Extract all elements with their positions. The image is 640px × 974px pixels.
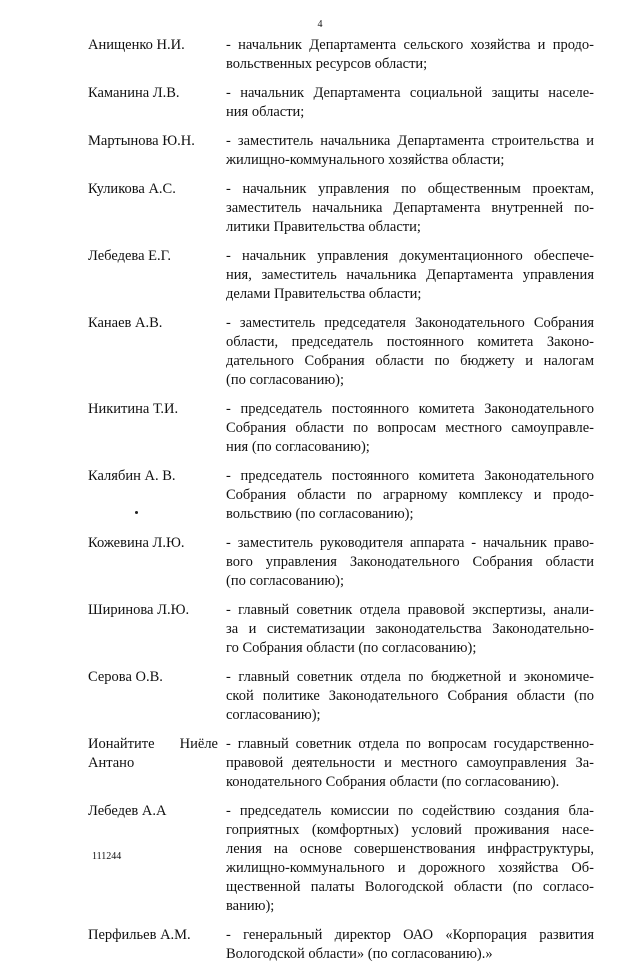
member-name-part: Ионайтите: [88, 736, 155, 752]
member-position: [226, 926, 594, 964]
member-row: [0, 926, 640, 964]
position-line: - заместитель председателя Законодательного Собрания: [226, 315, 594, 331]
position-line: ния области;: [226, 104, 305, 120]
position-line: дательного Собрания области по бюджету и налогам: [226, 353, 594, 369]
member-name: Мартынова Ю.Н.: [88, 133, 195, 149]
member-position: [226, 400, 594, 457]
member-position: [226, 802, 594, 916]
member-name: Лебедев А.А: [88, 803, 167, 819]
position-line: делами Правительства области;: [226, 286, 422, 302]
position-line: - главный советник отдела по вопросам государственно-: [226, 736, 594, 752]
member-name-part: Антано: [88, 755, 135, 771]
position-line: за и систематизации законодательства Законодательно-: [226, 621, 594, 637]
position-line: (по согласованию);: [226, 372, 345, 388]
position-line: гоприятных (комфортных) условий проживания насе-: [226, 822, 594, 838]
position-line: ванию);: [226, 898, 275, 914]
position-line: - председатель постоянного комитета Законодательного: [226, 468, 594, 484]
member-name: Ширинова Л.Ю.: [88, 602, 190, 618]
member-row: [0, 735, 640, 792]
member-position: [226, 36, 594, 74]
member-position: [226, 84, 594, 122]
member-row: [0, 668, 640, 725]
member-row: [0, 314, 640, 390]
member-row: [0, 400, 640, 457]
position-line: - заместитель руководителя аппарата - начальник право-: [226, 535, 594, 551]
position-line: - председатель постоянного комитета Законодательного: [226, 401, 594, 417]
document-code: 111244: [92, 851, 122, 862]
position-line: правовой деятельности и местного самоуправления За-: [226, 755, 594, 771]
member-name: Кожевина Л.Ю.: [88, 535, 185, 551]
position-line: области, председатель постоянного комитета Законо-: [226, 334, 594, 350]
position-line: - председатель комиссии по содействию создания бла-: [226, 803, 594, 819]
member-row: [0, 247, 640, 304]
page-number: 4: [317, 19, 323, 30]
member-name: Никитина Т.И.: [88, 401, 179, 417]
member-name: Канаев А.В.: [88, 315, 163, 331]
member-row: [0, 467, 640, 524]
position-line: вольствию (по согласованию);: [226, 506, 414, 522]
member-position: [226, 601, 594, 658]
member-name-part: Ниёле: [179, 736, 218, 752]
position-line: вольственных ресурсов области;: [226, 56, 428, 72]
member-name: Лебедева Е.Г.: [88, 248, 171, 264]
member-row: [0, 132, 640, 170]
position-line: - начальник Департамента сельского хозяйства и продо-: [226, 37, 594, 53]
member-position: [226, 735, 594, 792]
member-name: [88, 735, 218, 792]
position-line: Собрания области по вопросам местного самоуправле-: [226, 420, 594, 436]
position-line: - главный советник отдела по бюджетной и экономиче-: [226, 669, 594, 685]
position-line: (по согласованию);: [226, 573, 345, 589]
position-line: жилищно-коммунального и дорожного хозяйства Об-: [226, 860, 594, 876]
member-name-line: [88, 735, 218, 754]
position-line: Собрания области по аграрному комплексу и продо-: [226, 487, 594, 503]
position-line: жилищно-коммунального хозяйства области;: [226, 152, 505, 168]
position-line: Вологодской области» (по согласованию).»: [226, 946, 493, 962]
position-line: - генеральный директор ОАО «Корпорация развития: [226, 927, 594, 943]
member-position: [226, 314, 594, 390]
position-line: ления на основе совершенствования инфраструктуры,: [226, 841, 594, 857]
position-line: - заместитель начальника Департамента строительства и: [226, 133, 594, 149]
member-position: [226, 668, 594, 725]
member-name: Каманина Л.В.: [88, 85, 180, 101]
position-line: - главный советник отдела правовой экспертизы, анали-: [226, 602, 594, 618]
member-position: [226, 180, 594, 237]
position-line: конодательного Собрания области (по согласованию).: [226, 774, 560, 790]
position-line: ния (по согласованию);: [226, 439, 370, 455]
position-line: литики Правительства области;: [226, 219, 421, 235]
stray-dot-mark: [135, 511, 138, 514]
member-row: [0, 534, 640, 591]
member-row: [0, 84, 640, 122]
member-position: [226, 247, 594, 304]
position-line: вого управления Законодательного Собрания области: [226, 554, 594, 570]
position-line: ния, заместитель начальника Департамента управления: [226, 267, 594, 283]
member-name: Перфильев А.М.: [88, 927, 191, 943]
position-line: - начальник управления документационного обеспече-: [226, 248, 594, 264]
position-line: согласованию);: [226, 707, 321, 723]
position-line: - начальник Департамента социальной защиты населе-: [226, 85, 594, 101]
member-name: Калябин А. В.: [88, 468, 176, 484]
member-position: [226, 132, 594, 170]
member-name: Куликова А.С.: [88, 181, 176, 197]
member-row: [0, 180, 640, 237]
member-position: [226, 467, 594, 524]
position-line: щественной палаты Вологодской области (по согласо-: [226, 879, 594, 895]
committee-member-list: [0, 36, 640, 974]
position-line: заместитель начальника Департамента внутренней по-: [226, 200, 594, 216]
member-row: [0, 36, 640, 74]
member-name: Серова О.В.: [88, 669, 163, 685]
position-line: - начальник управления по общественным проектам,: [226, 181, 594, 197]
member-position: [226, 534, 594, 591]
member-row: [0, 601, 640, 658]
position-line: го Собрания области (по согласованию);: [226, 640, 477, 656]
position-line: ской политике Законодательного Собрания области (по: [226, 688, 594, 704]
member-name: Анищенко Н.И.: [88, 37, 185, 53]
